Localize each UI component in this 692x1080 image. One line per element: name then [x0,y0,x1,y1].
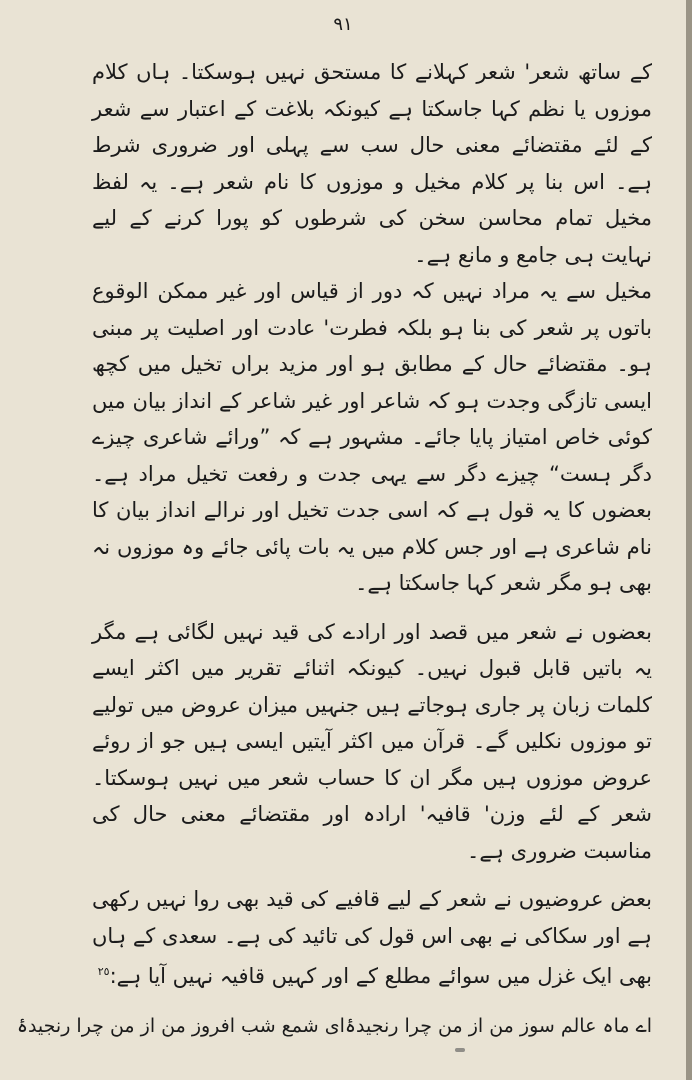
paragraph-3: بعضوں نے شعر میں قصد اور ارادے کی قید نہیں لگائی ہے مگر یہ باتیں قابل قبول نہیں۔ کیونکہ اثنائے تقریر میں اکثر ایسے کلمات زبان پر جاری ہوجاتے ہیں جنہیں میزان عروض میں تولیے تو موزوں نکلیں گے۔ قرآن میں اکثر آیتیں ایسی ہیں جو از روئے عروض موزوں ہیں مگر ان کا حساب شعر میں نہیں ہوسکتا۔ شعر کے لئے وزن' قافیہ' ارادہ اور مقتضائے معنی حال کی مناسبت ضروری ہے۔ [92,619,652,863]
couplet-second-hemistich: ای شمع شب افروز من از من چرا رنجیدۂ [16,1014,345,1037]
ink-smudge [455,1048,465,1052]
page-body [16,54,652,1043]
paragraph-4-text: بعض عروضیوں نے شعر کے لیے قافیے کی قید بھی روا نہیں رکھی ہے اور سکاکی نے بھی اس قول کی تائید کی ہے۔ سعدی کے ہاں بھی ایک غزل میں سوائے مطلع کے اور کہیں قافیہ نہیں آیا ہے: [92,887,652,988]
paragraph-2: مخیل سے یہ مراد نہیں کہ دور از قیاس اور غیر ممکن الوقوع باتوں پر شعر کی بنا ہو بلکہ فطرت' عادت اور اصلیت پر مبنی ہو۔ مقتضائے حال کے مطابق ہو اور مزید براں تخیل میں کچھ ایسی تازگی وجدت ہو کہ شاعر اور غیر شاعر کے انداز بیان میں کوئی خاص امتیاز پایا جائے۔ مشہور ہے کہ ”ورائے شاعری چیزے دگر ہست“ چیزے دگر سے یہی جدت و رفعت تخیل مراد ہے۔ بعضوں کا یہ قول ہے کہ اسی جدت تخیل اور نرالے انداز بیان کا نام شاعری ہے اور جس کلام میں یہ بات پائی جائے وہ موزوں نہ بھی ہو مگر شعر کہا جاسکتا ہے۔ [92,279,652,595]
couplet-first-hemistich: اے ماہ عالم سوز من از من چرا رنجیدۂ [344,1014,652,1037]
paragraph-1: کے ساتھ شعر' شعر کہلانے کا مستحق نہیں ہوسکتا۔ ہاں کلام موزوں یا نظم کہا جاسکتا ہے کیونکہ بلاغت کے اعتبار سے شعر کے لئے مقتضائے معنی حال سب سے پہلی اور ضروری شرط ہے۔ اس بنا پر کلام مخیل و موزوں کا نام شعر ہے۔ یہ لفظ مخیل تمام محاسن سخن کی شرطوں کو پورا کرنے کے لیے نہایت ہی جامع و مانع ہے۔ [92,60,652,267]
persian-couplet [16,1009,652,1043]
footnote-mark: ٢٥ [97,965,110,978]
paragraph-4 [92,881,652,995]
page-number: ٩١ [333,14,353,35]
